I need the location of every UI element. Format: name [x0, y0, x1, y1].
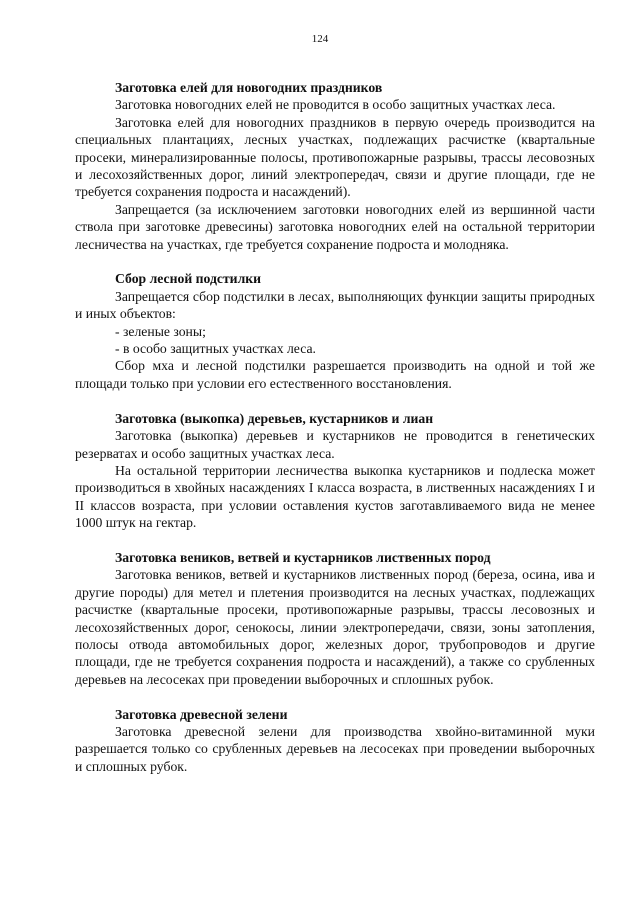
paragraph: Сбор мха и лесной подстилки разрешается производить на одной и той же площади только при условии его естественного восстановления. [75, 358, 595, 391]
paragraph: Заготовка елей для новогодних праздников в первую очередь производится на специальных плантациях, лесных участках, подлежащих расчистке (квартальные просеки, минерализированные полосы, противопожарные разрывы, трассы лесовозных и лесохозяйственных дорог, линий электропередач, связи и другие площади, где не требуется сохранения подроста и насаждений). [75, 114, 595, 200]
section-forest-litter [75, 270, 595, 392]
paragraph: Запрещается сбор подстилки в лесах, выполняющих функции защиты природных и иных объектов: [75, 288, 595, 322]
paragraph: На остальной территории лесничества выкопка кустарников и подлеска может производиться в хвойных насаждениях I класса возраста, в лиственных насаждениях I и II классов возраста, при условии оставления кустов заготавливаемого вида не менее 1000 штук на гектар. [75, 462, 595, 531]
section-heading: Сбор лесной подстилки [115, 271, 262, 287]
list-item: - зеленые зоны; [115, 323, 206, 339]
section-heading: Заготовка (выкопка) деревьев, кустарников и лиан [115, 410, 434, 426]
page-number: 124 [311, 33, 329, 45]
section-heading: Заготовка веников, ветвей и кустарников лиственных пород [115, 549, 491, 565]
section-new-year-trees [75, 79, 595, 253]
section-wood-greenery [75, 706, 595, 776]
section-brooms-branches [75, 549, 595, 688]
paragraph: Запрещается (за исключением заготовки новогодних елей из вершинной части ствола при заготовке древесины) заготовка новогодних елей на остальной территории лесничества на участках, где требуется сохранение подроста и молодняка. [75, 201, 595, 252]
document-body [75, 79, 595, 775]
paragraph: Заготовка веников, ветвей и кустарников лиственных пород (береза, осина, ива и другие породы) для метел и плетения производится на лесных участках, подлежащих расчистке (квартальные просеки, противопожарные разрывы, трассы лесовозных и лесохозяйственных дорог, сенокосы, линии электропередачи, связи, зоны затопления, полосы отвода автомобильных дорог, железных дорог, трубопроводов и другие площади, где не требуется сохранения подроста и насаждений), а также со срубленных деревьев на лесосеках при проведении выборочных и сплошных рубок. [75, 567, 595, 687]
paragraph: Заготовка древесной зелени для производства хвойно-витаминной муки разрешается только со срубленных деревьев на лесосеках при проведении выборочных и сплошных рубок. [75, 723, 595, 774]
section-heading: Заготовка древесной зелени [115, 706, 288, 722]
paragraph: Заготовка (выкопка) деревьев и кустарников не проводится в генетических резерватах и особо защитных участках леса. [75, 428, 595, 461]
section-digging-trees [75, 410, 595, 532]
section-heading: Заготовка елей для новогодних праздников [115, 80, 383, 95]
list-item: - в особо защитных участках леса. [115, 341, 316, 357]
paragraph: Заготовка новогодних елей не проводится в особо защитных участках леса. [115, 97, 556, 113]
